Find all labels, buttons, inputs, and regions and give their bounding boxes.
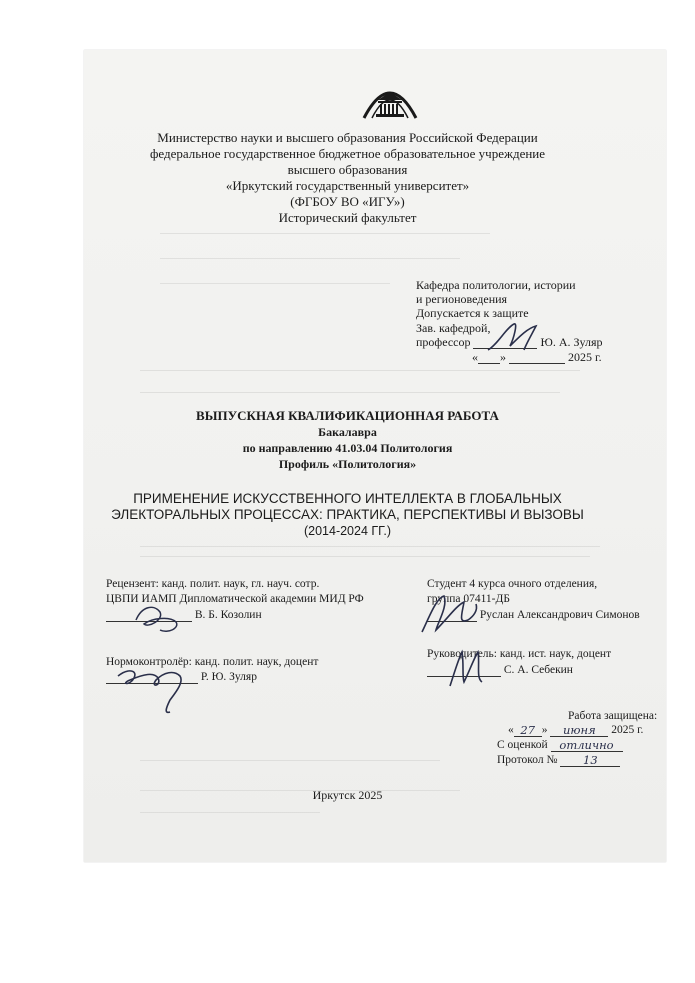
supervisor-name: С. А. Себекин bbox=[503, 664, 573, 676]
supervisor-line-1: Руководитель: канд. ист. наук, доцент bbox=[427, 648, 612, 660]
reviewer-signature bbox=[130, 598, 190, 638]
student-name: Руслан Александрович Симонов bbox=[479, 609, 640, 621]
reviewer-name: В. Б. Козолин bbox=[194, 609, 262, 621]
defense-date-line bbox=[508, 724, 643, 737]
defense-status: Работа защищена: bbox=[568, 710, 658, 722]
grade-line bbox=[497, 739, 623, 752]
normcontrol-name: Р. Ю. Зуляр bbox=[200, 671, 257, 683]
department-year: 2025 г. bbox=[568, 350, 602, 364]
grade-value: отлично bbox=[551, 739, 623, 752]
protocol-number: 13 bbox=[560, 754, 620, 767]
supervisor-signature bbox=[442, 646, 492, 692]
reviewer-line-1: Рецензент: канд. полит. наук, гл. науч. сотр. bbox=[106, 578, 320, 590]
head-of-department: Зав. кафедрой, bbox=[416, 321, 491, 335]
student-line-1: Студент 4 курса очного отделения, bbox=[427, 578, 598, 590]
faculty: Исторический факультет bbox=[278, 210, 417, 225]
professor-label: профессор bbox=[416, 335, 471, 349]
admit-to-defense: Допускается к защите bbox=[416, 306, 529, 320]
show-through-line bbox=[140, 392, 560, 393]
degree: Бакалавра bbox=[318, 425, 377, 439]
defense-month: июня bbox=[550, 724, 608, 737]
student-signature bbox=[418, 592, 482, 638]
normcontrol-line-1: Нормоконтролёр: канд. полит. наук, доцент bbox=[106, 656, 319, 668]
show-through-line bbox=[140, 546, 600, 547]
head-signature bbox=[484, 320, 548, 354]
date-quote-open: « bbox=[508, 724, 514, 736]
university-abbr: (ФГБОУ ВО «ИГУ») bbox=[290, 194, 405, 209]
show-through-line bbox=[160, 283, 390, 284]
date-quote-close: » bbox=[541, 724, 548, 736]
department-line-1: Кафедра политологии, истории bbox=[416, 278, 576, 292]
show-through-line bbox=[140, 812, 320, 813]
defense-day: 27 bbox=[514, 724, 542, 737]
thesis-title-line-2: ЭЛЕКТОРАЛЬНЫХ ПРОЦЕССАХ: ПРАКТИКА, ПЕРСПЕКТИВЫ И ВЫЗОВЫ bbox=[111, 507, 584, 522]
work-type: ВЫПУСКНАЯ КВАЛИФИКАЦИОННАЯ РАБОТА bbox=[196, 408, 499, 423]
show-through-line bbox=[140, 760, 440, 761]
department-line-2: и регионоведения bbox=[416, 292, 508, 306]
institution-type-2: высшего образования bbox=[287, 162, 408, 177]
show-through-line bbox=[160, 258, 460, 259]
ministry: Министерство науки и высшего образования Российской Федерации bbox=[157, 130, 538, 145]
university-name: «Иркутский государственный университет» bbox=[225, 178, 470, 193]
institution-type: федеральное государственное бюджетное образовательное учреждение bbox=[149, 146, 546, 161]
normcontrol-signature bbox=[110, 658, 200, 718]
show-through-line bbox=[140, 370, 580, 371]
protocol-label: Протокол № bbox=[497, 754, 558, 766]
date-quote-close: » bbox=[500, 350, 506, 364]
grade-label: С оценкой bbox=[497, 739, 548, 751]
show-through-line bbox=[160, 233, 490, 234]
professor-name: Ю. А. Зуляр bbox=[540, 335, 603, 349]
date-quote-open: « bbox=[472, 350, 478, 364]
profile: Профиль «Политология» bbox=[278, 457, 417, 471]
thesis-title-line-1: ПРИМЕНЕНИЕ ИСКУССТВЕННОГО ИНТЕЛЛЕКТА В ГЛОБАЛЬНЫХ bbox=[133, 491, 562, 506]
protocol-line bbox=[497, 754, 620, 767]
direction: по направлению 41.03.04 Политология bbox=[242, 441, 453, 455]
thesis-title-line-3: (2014-2024 ГГ.) bbox=[303, 524, 392, 538]
university-logo bbox=[362, 74, 418, 120]
defense-year: 2025 г. bbox=[611, 724, 644, 736]
reviewer-line-2: ЦВПИ ИАМП Дипломатической академии МИД РФ bbox=[106, 593, 364, 605]
show-through-line bbox=[140, 556, 590, 557]
city-year: Иркутск 2025 bbox=[312, 788, 383, 802]
student-group: группа 07411-ДБ bbox=[427, 593, 510, 605]
